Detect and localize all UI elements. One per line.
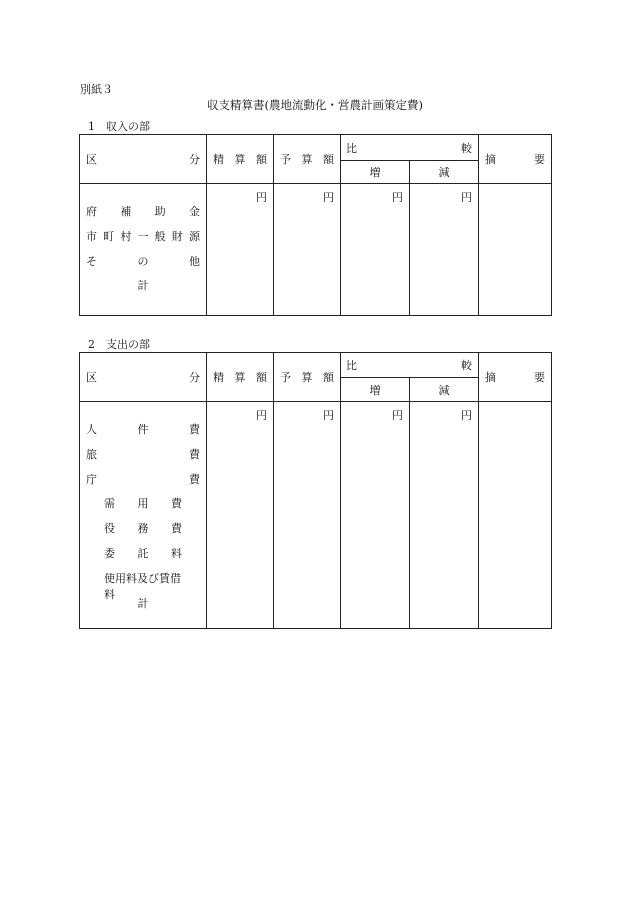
header-budget-amount: 予 算 額 — [274, 135, 341, 184]
header-increase: 増 — [341, 161, 410, 184]
decrease-cell: 円 — [410, 402, 479, 629]
document-title: 収支精算書(農地流動化・営農計画策定費) — [207, 98, 423, 112]
increase-cell: 円 — [341, 402, 410, 629]
form-number: 別紙３ — [80, 83, 113, 96]
header-decrease: 減 — [410, 378, 479, 402]
expense-section-heading: 2 支出の部 — [88, 338, 150, 351]
increase-cell: 円 — [341, 184, 410, 316]
header-division: 区 分 — [80, 135, 207, 184]
header-settled-amount: 精 算 額 — [207, 353, 274, 402]
budget-amount-cell: 円 — [274, 402, 341, 629]
list-item: 旅 費 — [86, 447, 200, 461]
expense-item-list — [80, 402, 207, 629]
list-item: 府 補 助 金 — [86, 205, 200, 218]
income-item-list — [80, 184, 207, 316]
list-item: 庁 費 — [86, 472, 200, 486]
header-comparison: 比 較 — [341, 353, 479, 378]
header-remarks: 摘 要 — [479, 353, 552, 402]
total-label: 計 — [137, 596, 149, 610]
list-item: 需 用 費 — [104, 497, 182, 511]
list-item: 委 託 料 — [104, 546, 182, 560]
list-item: そ の 他 — [86, 254, 200, 268]
header-remarks: 摘 要 — [479, 135, 552, 184]
header-decrease: 減 — [410, 161, 479, 184]
expense-table — [79, 352, 552, 629]
list-item: 使用料及び賃借料 — [104, 571, 181, 601]
list-item: 市 町 村 一 般 財 源 — [86, 229, 200, 243]
remarks-cell — [479, 402, 552, 629]
income-section-heading: 1 収入の部 — [88, 120, 150, 133]
decrease-cell: 円 — [410, 184, 479, 316]
header-settled-amount: 精 算 額 — [207, 135, 274, 184]
budget-amount-cell: 円 — [274, 184, 341, 316]
remarks-cell — [479, 184, 552, 316]
list-item: 人 件 費 — [86, 423, 200, 436]
header-increase: 増 — [341, 378, 410, 402]
total-label: 計 — [137, 279, 149, 293]
settled-amount-cell: 円 — [207, 184, 274, 316]
header-comparison: 比 較 — [341, 135, 479, 161]
income-table — [79, 134, 552, 316]
settled-amount-cell: 円 — [207, 402, 274, 629]
header-division: 区 分 — [80, 353, 207, 402]
list-item: 役 務 費 — [104, 522, 182, 536]
header-budget-amount: 予 算 額 — [274, 353, 341, 402]
